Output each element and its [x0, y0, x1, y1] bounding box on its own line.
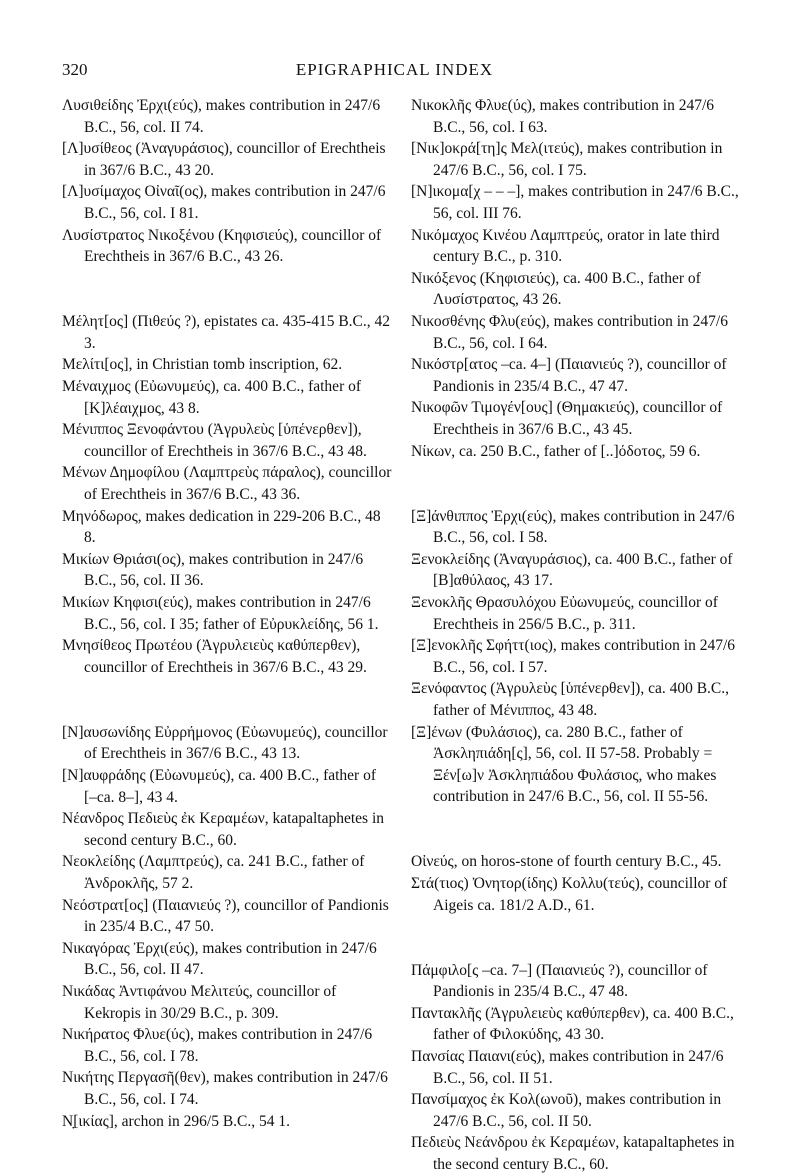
- index-entry: [Ξ]άνθιππος Ἐρχι(εύς), makes contribution in 247/6 B.C., 56, col. I 58.: [411, 507, 735, 547]
- index-entry: Μέναιχμος (Εὐωνυμεύς), ca. 400 B.C., father of [Κ]λέαιχμος, 43 8.: [62, 378, 362, 417]
- index-entry: Ν̣[ικίας], archon in 296/5 B.C., 54 1.: [62, 1112, 291, 1130]
- page-header: [62, 60, 727, 84]
- index-entry: Πάμφιλο[ς –ca. 7–] (Παιανιεύς ?), councillor of Pandionis in 235/4 B.C., 47 48.: [411, 961, 708, 1001]
- index-entry: [Ξ]ενοκλῆς Σφήττ(ιος), makes contribution in 247/6 B.C., 56, col. I 57.: [411, 637, 736, 676]
- index-entry: Λυσίστρατος Νικοξένου (Κηφισιεύς), councillor of Erechtheis in 367/6 B.C., 43 26.: [62, 226, 382, 266]
- index-entry: Μικίων Κηφισι(εύς), makes contribution in 247/6 B.C., 56, col. I 35; father of Εὐρυκλείδης, 56 1.: [62, 593, 379, 633]
- index-entry: [Ν]αυφράδης (Εὐωνυμεύς), ca. 400 B.C., father of [–ca. 8–], 43 4.: [62, 767, 377, 806]
- index-entry: Πανσίμαχος ἐκ Κολ(ωνοῦ), makes contribution in 247/6 B.C., 56, col. II 50.: [411, 1091, 722, 1130]
- index-entry: Πανσίας Παιανι(εύς), makes contribution in 247/6 B.C., 56, col. II 51.: [411, 1048, 724, 1087]
- section-gap: [411, 808, 741, 852]
- index-entry: Νεοκλείδης (Λαμπτρεύς), ca. 241 B.C., father of Ἀνδροκλῆς, 57 2.: [62, 853, 365, 892]
- index-entry: [Ν]αυσωνίδης Εὐρρήμονος (Εὐωνυμεύς), councillor of Erechtheis in 367/6 B.C., 43 13.: [62, 723, 388, 763]
- section-gap: [62, 678, 392, 722]
- index-entry: Παντακλῆς (Ἀγρυλειεὺς καθύπερθεν), ca. 400 B.C., father of Φιλοκύδης, 43 30.: [411, 1004, 734, 1044]
- index-entry: Μένιππος Ξενοφάντου (Ἀγρυλεὺς [ὑπένερθεν]), councillor of Erechtheis in 367/6 B.C., 43 48.: [62, 421, 367, 460]
- index-entry: Νικοσθένης Φλυ(εύς), makes contribution in 247/6 B.C., 56, col. I 64.: [411, 312, 728, 352]
- index-entry: Νικόμαχος Κινέου Λαμπτρεύς, orator in late third century B.C., p. 310.: [411, 226, 720, 266]
- index-entry: Νικοφῶν Τιμογέν[ους] (Θημακιεύς), councillor of Erechtheis in 367/6 B.C., 43 45.: [411, 399, 723, 438]
- index-entry: Νικαγόρας Ἐρχι(εύς), makes contribution in 247/6 B.C., 56, col. II 47.: [62, 939, 377, 979]
- index-entry: Ξενοκλῆς Θρασυλόχου Εὐωνυμεύς, councillor of Erechtheis in 256/5 B.C., p. 311.: [411, 593, 718, 633]
- index-entry: Λυσιθείδης Ἐρχι(εύς), makes contribution in 247/6 B.C., 56, col. II 74.: [62, 97, 381, 136]
- index-entry: Νικοκλῆς Φλυε(ύς), makes contribution in 247/6 B.C., 56, col. I 63.: [411, 97, 715, 136]
- index-entry: Στά(τιος) Ὀνητορ(ίδης) Κολλυ(τεύς), councillor of Aigeis ca. 181/2 A.D., 61.: [411, 875, 728, 914]
- index-column-right: [411, 95, 741, 1176]
- index-entry: Ξενοκλείδης (Ἀναγυράσιος), ca. 400 B.C., father of [Β]αθύλαος, 43 17.: [411, 550, 733, 590]
- index-entry: Μένων Δημοφίλου (Λαμπτρεὺς πάραλος), councillor of Erechtheis in 367/6 B.C., 43 36.: [62, 464, 392, 503]
- index-entry: Πεδιεὺς Νεάνδρου ἐκ Κεραμέων, katapaltaphetes in the second century B.C., 60.: [411, 1134, 735, 1174]
- running-title: EPIGRAPHICAL INDEX: [295, 60, 494, 79]
- index-entry: Νικόξενος (Κηφισιεύς), ca. 400 B.C., father of Λυσίστρατος, 43 26.: [411, 269, 701, 309]
- index-entry: Μνησίθεος Πρωτέου (Ἀγρυλειεὺς καθύπερθεν), councillor of Erechtheis in 367/6 B.C., 43 29.: [62, 637, 367, 676]
- index-entry: Νικάδας Ἀντιφάνου Μελιτεύς, councillor of Kekropis in 30/29 B.C., p. 309.: [62, 982, 337, 1022]
- page-number: 320: [62, 60, 88, 79]
- index-entry: Μικίων Θριάσι(ος), makes contribution in 247/6 B.C., 56, col. II 36.: [62, 550, 364, 590]
- index-entry: [Νικ]οκρά[τη]ς Μελ(ιτεύς), makes contribution in 247/6 B.C., 56, col. I 75.: [411, 140, 723, 179]
- index-column-left: [62, 95, 392, 1132]
- index-entry: [Λ]υσίμαχος Οἰναῖ(ος), makes contribution in 247/6 B.C., 56, col. I 81.: [62, 183, 386, 222]
- index-entry: [Λ]υσίθεος (Ἀναγυράσιος), councillor of Erechtheis in 367/6 B.C., 43 20.: [62, 140, 386, 179]
- index-entry: [Ν]ικομα[χ – – –], makes contribution in 247/6 B.C., 56, col. III 76.: [411, 183, 739, 222]
- index-entry: Νεόστρατ[ος] (Παιανιεύς ?), councillor of Pandionis in 235/4 B.C., 47 50.: [62, 896, 389, 936]
- index-entry: Νικήρατος Φλυε(ύς), makes contribution in 247/6 B.C., 56, col. I 78.: [62, 1026, 373, 1065]
- index-entry: Ξενόφαντος (Ἀγρυλεὺς [ὑπένερθεν]), ca. 400 B.C., father of Μένιππος, 43 48.: [411, 680, 729, 719]
- index-entry: Νέανδρος Πεδιεὺς ἐκ Κεραμέων, katapaltaphetes in second century B.C., 60.: [62, 810, 385, 849]
- section-gap: [62, 268, 392, 312]
- index-entry: Νικόστρ[ατος –ca. 4–] (Παιανιεύς ?), councillor of Pandionis in 235/4 B.C., 47 47.: [411, 356, 727, 395]
- index-entry: Μέλητ[ος] (Πιθεύς ?), epistates ca. 435-415 B.C., 42 3.: [62, 313, 390, 352]
- section-gap: [411, 462, 741, 506]
- index-entry: Μελίτι[ος], in Christian tomb inscription, 62.: [62, 356, 343, 374]
- index-entry: Νικήτης Περγασῆ(θεν), makes contribution in 247/6 B.C., 56, col. I 74.: [62, 1069, 388, 1108]
- section-gap: [411, 916, 741, 960]
- index-entry: [Ξ]ένων (Φυλάσιος), ca. 280 B.C., father of Ἀσκληπιάδη[ς], 56, col. II 57-58. Probably = Ξέν[ω]ν Ἀσκληπιάδου Φυλάσιος, who makes contribution in 247/6 B.C., 56, col. II 55-56.: [411, 723, 717, 806]
- index-entry: Οἰνεύς, on horos-stone of fourth century B.C., 45.: [411, 853, 722, 871]
- index-entry: Μηνόδωρος, makes dedication in 229-206 B.C., 48 8.: [62, 507, 381, 547]
- index-entry: Νίκων, ca. 250 B.C., father of [..]όδοτος, 59 6.: [411, 442, 701, 460]
